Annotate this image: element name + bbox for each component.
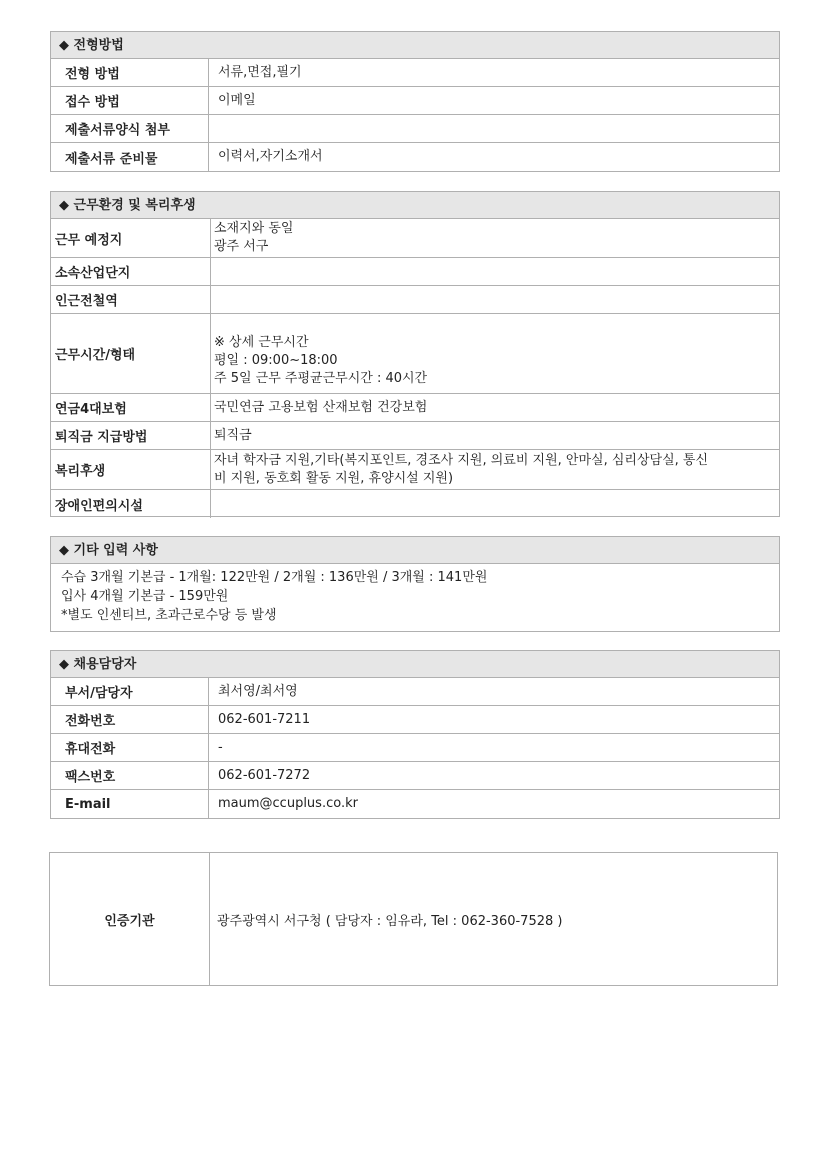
table-row (51, 490, 779, 518)
value-line: 비 지원, 동호회 활동 지원, 휴양시설 지원) (214, 470, 454, 486)
certification-label: 인증기관 (50, 853, 210, 985)
table-row (51, 790, 779, 818)
table-row (51, 734, 779, 762)
row-label: 부서/담당자 (51, 678, 209, 705)
table-row (51, 706, 779, 734)
row-value (211, 394, 779, 421)
value-line: 자녀 학자금 지원,기타(복지포인트, 경조사 지원, 의료비 지원, 안마실, 심리상담실, 통신 (214, 452, 709, 468)
row-label: 휴대전화 (51, 734, 209, 761)
table-row (51, 314, 779, 394)
row-label: 접수 방법 (51, 87, 209, 114)
row-label: 제출서류 준비물 (51, 143, 209, 171)
row-value (211, 450, 779, 489)
table-row (51, 762, 779, 790)
table-row (51, 678, 779, 706)
row-value (211, 490, 779, 518)
work-environment-section (50, 191, 780, 517)
row-value (211, 422, 779, 449)
value-line: 평일 : 09:00~18:00 (214, 352, 338, 368)
row-value: 최서영/최서영 (218, 683, 298, 699)
table-row (51, 258, 779, 286)
row-label: 인근전철역 (51, 286, 211, 313)
row-label: 연금4대보험 (51, 394, 211, 421)
table-row (51, 450, 779, 490)
screening-method-header: ◆ 전형방법 (51, 32, 779, 59)
row-label: 근무시간/형태 (51, 314, 211, 393)
screening-method-section (50, 31, 780, 172)
row-value: 이메일 (218, 92, 256, 108)
row-label: 장애인편의시설 (51, 490, 211, 518)
other-info-section (50, 536, 780, 632)
row-value: 062-601-7211 (218, 711, 311, 727)
row-label: 퇴직금 지급방법 (51, 422, 211, 449)
table-row (51, 115, 779, 143)
table-row (51, 394, 779, 422)
row-value: - (218, 739, 223, 755)
recruiter-section (50, 650, 780, 819)
table-row (51, 59, 779, 87)
table-row (51, 286, 779, 314)
info-line: 수습 3개월 기본급 - 1개월: 122만원 / 2개월 : 136만원 / 3개월 : 141만원 (61, 570, 488, 585)
row-label: 팩스번호 (51, 762, 209, 789)
row-label: 근무 예정지 (51, 219, 211, 257)
recruiter-header: ◆ 채용담당자 (51, 651, 779, 678)
value-line: 국민연금 고용보험 산재보험 건강보험 (214, 399, 428, 415)
table-row (51, 87, 779, 115)
row-label: 전형 방법 (51, 59, 209, 86)
value-line: 광주 서구 (214, 239, 269, 254)
row-value (211, 258, 779, 285)
row-label: E-mail (51, 790, 209, 818)
row-value[interactable]: maum@ccuplus.co.kr (218, 796, 358, 811)
certification-value: 광주광역시 서구청 ( 담당자 : 임유라, Tel : 062-360-7528 ) (217, 913, 563, 929)
value-line: 소재지와 동일 (214, 221, 294, 236)
row-value (211, 286, 779, 313)
row-label: 소속산업단지 (51, 258, 211, 285)
row-value (211, 314, 779, 393)
work-environment-header: ◆ 근무환경 및 복리후생 (51, 192, 779, 219)
row-value (211, 219, 779, 257)
row-value: 이력서,자기소개서 (218, 149, 323, 164)
row-value: 062-601-7272 (218, 767, 311, 783)
table-row (51, 143, 779, 171)
row-label: 복리후생 (51, 450, 211, 489)
info-line: 입사 4개월 기본급 - 159만원 (61, 589, 229, 604)
row-value (209, 115, 779, 142)
other-info-body (51, 564, 779, 629)
value-line: 퇴직금 (214, 427, 252, 443)
row-label: 제출서류양식 첨부 (51, 115, 209, 142)
certification-section (49, 852, 778, 986)
value-line: ※ 상세 근무시간 (214, 334, 309, 350)
row-label: 전화번호 (51, 706, 209, 733)
info-line: *별도 인센티브, 초과근로수당 등 발생 (61, 608, 277, 623)
table-row (51, 219, 779, 258)
value-line: 주 5일 근무 주평균근무시간 : 40시간 (214, 370, 428, 386)
row-value: 서류,면접,필기 (218, 64, 302, 80)
table-row (51, 422, 779, 450)
other-info-header: ◆ 기타 입력 사항 (51, 537, 779, 564)
